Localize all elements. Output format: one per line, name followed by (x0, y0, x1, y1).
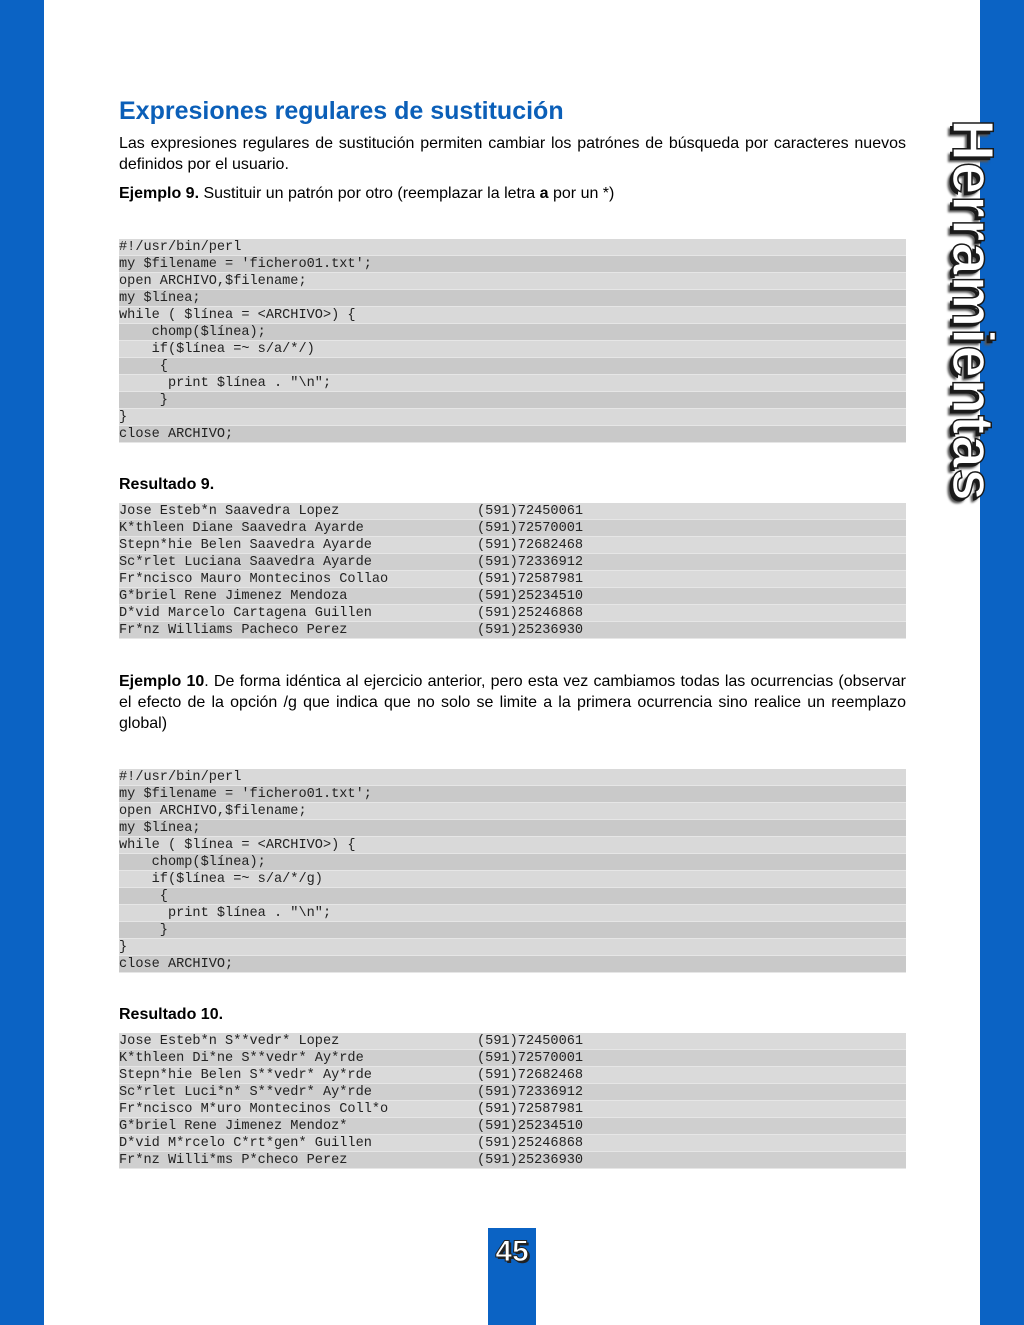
result-9-table (119, 503, 906, 639)
result-name: Sc*rlet Luci*n* S**vedr* Ay*rde (119, 1085, 372, 1100)
result-phone: (591)72570001 (477, 1051, 584, 1066)
example-10-text: . De forma idéntica al ejercicio anterior, pero esta vez cambiamos todas las ocurrencias (observar el efecto de la opción /g que indica que no solo se limite a la primera ocurrencia sino realice un reemplazo global) (119, 673, 906, 732)
code-line: close ARCHIVO; (119, 956, 906, 973)
result-phone: (591)72336912 (477, 1085, 584, 1100)
code-line: open ARCHIVO,$filename; (119, 273, 906, 290)
code-line: while ( $línea = <ARCHIVO>) { (119, 837, 906, 854)
result-phone: (591)72450061 (477, 1034, 584, 1049)
code-line: #!/usr/bin/perl (119, 769, 906, 786)
result-row (119, 1135, 906, 1152)
result-name: Fr*ncisco Mauro Montecinos Collao (119, 572, 389, 587)
result-row (119, 554, 906, 571)
result-name: Sc*rlet Luciana Saavedra Ayarde (119, 555, 372, 570)
result-name: Stepn*hie Belen S**vedr* Ay*rde (119, 1068, 372, 1083)
code-line: close ARCHIVO; (119, 426, 906, 443)
code-line: if($línea =~ s/a/*/g) (119, 871, 906, 888)
result-phone: (591)72587981 (477, 572, 584, 587)
example-10-label: Ejemplo 10 (119, 673, 205, 690)
result-row (119, 520, 906, 537)
code-block-9 (119, 239, 906, 443)
example-9-bold-letter: a (539, 185, 549, 202)
result-row (119, 622, 906, 639)
result-name: D*vid Marcelo Cartagena Guillen (119, 606, 372, 621)
result-phone: (591)25236930 (477, 1153, 584, 1168)
result-name: Fr*nz Willi*ms P*checo Perez (119, 1153, 348, 1168)
example-9-text-after: por un *) (548, 185, 615, 202)
result-row (119, 571, 906, 588)
code-line: my $línea; (119, 290, 906, 307)
result-row (119, 605, 906, 622)
result-row (119, 1050, 906, 1067)
result-phone: (591)72570001 (477, 521, 584, 536)
result-name: Fr*nz Williams Pacheco Perez (119, 623, 348, 638)
code-line: } (119, 409, 906, 426)
example-9-label: Ejemplo 9. (119, 185, 200, 202)
code-line: } (119, 922, 906, 939)
code-block-10 (119, 769, 906, 973)
result-phone: (591)72450061 (477, 504, 584, 519)
result-phone: (591)25246868 (477, 606, 584, 621)
result-row (119, 1101, 906, 1118)
result-phone: (591)72336912 (477, 555, 584, 570)
result-10-table (119, 1033, 906, 1169)
code-line: print $línea . "\n"; (119, 905, 906, 922)
code-line: my $filename = 'fichero01.txt'; (119, 256, 906, 273)
code-line: chomp($línea); (119, 324, 906, 341)
code-line: #!/usr/bin/perl (119, 239, 906, 256)
result-row (119, 503, 906, 520)
result-name: K*thleen Diane Saavedra Ayarde (119, 521, 364, 536)
code-line: my $filename = 'fichero01.txt'; (119, 786, 906, 803)
section-heading: Expresiones regulares de sustitución (119, 97, 564, 125)
code-line: if($línea =~ s/a/*/) (119, 341, 906, 358)
code-line: print $línea . "\n"; (119, 375, 906, 392)
result-name: Jose Esteb*n S**vedr* Lopez (119, 1034, 340, 1049)
page-number: 45 (495, 1235, 529, 1268)
code-line: chomp($línea); (119, 854, 906, 871)
result-row (119, 588, 906, 605)
code-line: while ( $línea = <ARCHIVO>) { (119, 307, 906, 324)
result-row (119, 537, 906, 554)
result-phone: (591)25234510 (477, 1119, 584, 1134)
result-phone: (591)72682468 (477, 1068, 584, 1083)
code-line: } (119, 392, 906, 409)
result-row (119, 1118, 906, 1135)
result-row (119, 1084, 906, 1101)
result-name: Jose Esteb*n Saavedra Lopez (119, 504, 340, 519)
code-line: my $línea; (119, 820, 906, 837)
result-name: G*briel Rene Jimenez Mendoz* (119, 1119, 348, 1134)
result-row (119, 1152, 906, 1169)
code-line: open ARCHIVO,$filename; (119, 803, 906, 820)
code-line: { (119, 358, 906, 375)
page-content (119, 94, 906, 1169)
side-section-title (932, 80, 1012, 540)
result-row (119, 1067, 906, 1084)
example-9-description (119, 183, 906, 204)
intro-paragraph: Las expresiones regulares de sustitución permiten cambiar los patrónes de búsqueda por caracteres nuevos definidos por el usuario. (119, 135, 906, 173)
result-10-title: Resultado 10. (119, 1006, 224, 1023)
side-title-text: Herramientas (939, 118, 1005, 502)
result-name: G*briel Rene Jimenez Mendoza (119, 589, 348, 604)
result-phone: (591)72682468 (477, 538, 584, 553)
result-phone: (591)25234510 (477, 589, 584, 604)
result-name: K*thleen Di*ne S**vedr* Ay*rde (119, 1051, 364, 1066)
result-9-title: Resultado 9. (119, 476, 215, 493)
result-name: Fr*ncisco M*uro Montecinos Coll*o (119, 1102, 389, 1117)
example-9-text-before: Sustituir un patrón por otro (reemplazar la letra (199, 185, 540, 202)
result-row (119, 1033, 906, 1050)
result-name: Stepn*hie Belen Saavedra Ayarde (119, 538, 372, 553)
result-phone: (591)72587981 (477, 1102, 584, 1117)
result-name: D*vid M*rcelo C*rt*gen* Guillen (119, 1136, 372, 1151)
left-blue-bar (0, 0, 44, 1325)
code-line: } (119, 939, 906, 956)
code-line: { (119, 888, 906, 905)
example-10-description (119, 671, 906, 734)
result-phone: (591)25236930 (477, 623, 584, 638)
result-phone: (591)25246868 (477, 1136, 584, 1151)
